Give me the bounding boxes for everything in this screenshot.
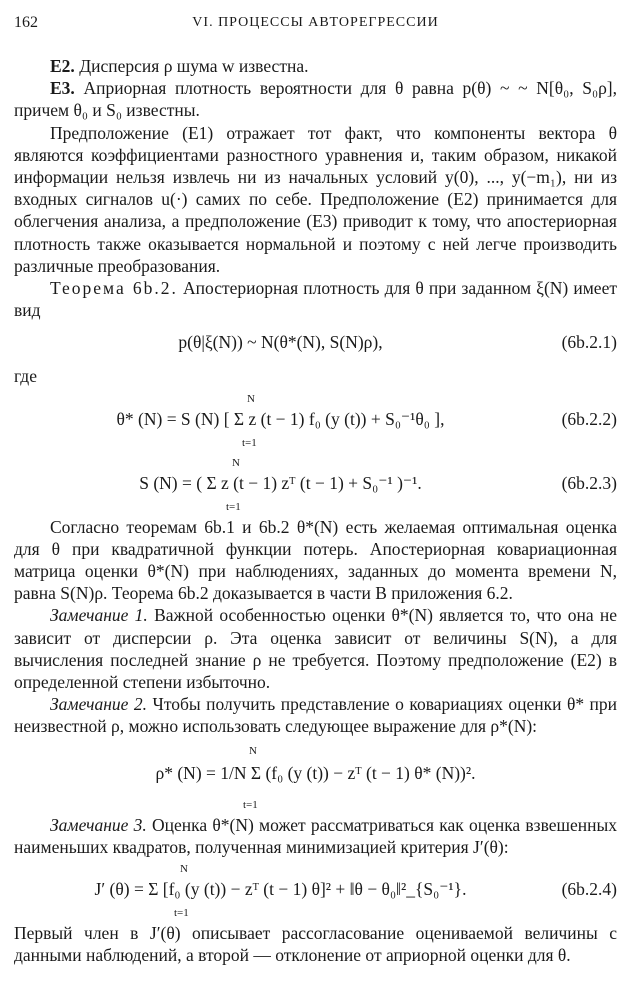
page-number: 162: [14, 14, 38, 31]
eq4-sum-upper-limit: N: [249, 744, 257, 757]
eq3-sum-upper-limit: N: [232, 456, 240, 469]
remark-1: Замечание 1. Важной особенностью оценки θ*(N) является то, что она не зависит от дисперсии ρ. Эта оценка зависит от величины S(N), а для вычисления последней знание ρ не требуется. Поэтому предположение (E2) в определенной степени избыточно.: [14, 605, 618, 693]
equation-6b23: S (N) = ( Σ z (t − 1) zᵀ (t − 1) + S₀⁻¹ )⁻¹. (6b.2.3) N t=1: [14, 452, 617, 516]
equation-6b22: θ* (N) = S (N) [ Σ z (t − 1) f₀ (y (t)) + S₀⁻¹θ₀ ], (6b.2.2) N t=1: [14, 388, 617, 452]
eq5-sum-lower-limit: t=1: [174, 907, 189, 920]
running-title: VI. ПРОЦЕССЫ АВТОРЕГРЕССИИ: [192, 15, 439, 30]
equation-6b21: p(θ|ξ(N)) ~ N(θ*(N), S(N)ρ), (6b.2.1): [178, 332, 617, 353]
eq4-sum-lower-limit: t=1: [243, 798, 258, 811]
eq2-sum-lower-limit: t=1: [242, 436, 257, 449]
eq5-sum-upper-limit: N: [180, 863, 188, 876]
eq2-sum-upper-limit: N: [247, 392, 255, 405]
where-word: где: [14, 366, 37, 387]
paragraph-criterion-terms: Первый член в J′(θ) описывает рассогласование оцениваемой величины с данными наблюдений, а второй — отклонение от априорной оценки для θ.: [14, 923, 617, 966]
theorem-6b2: Теорема 6b.2. Апостериорная плотность для θ при заданном ξ(N) имеет вид: [14, 278, 617, 321]
eq3-sum-lower-limit: t=1: [226, 500, 241, 513]
equation-rho-star: ρ* (N) = 1/N Σ (f₀ (y (t)) − zᵀ (t − 1) θ* (N))². N t=1: [14, 738, 617, 814]
paragraph-assumptions: Предположение (E1) отражает тот факт, что компоненты вектора θ являются коэффициентами разностного уравнения и, таким образом, никакой информации нельзя извлечь ни из начальных условий y(0), ..., y(−m₁), ни из входных сигналов u(·) самих по себе. Предположение (E2) принимается для облегчения анализа, а предположение (E3) приводит к тому, что апостериорная плотность также оказывается нормальной и поэтому с ней легче производить различные преобразования.: [14, 122, 617, 276]
equation-6b24: J′ (θ) = Σ [f₀ (y (t)) − zᵀ (t − 1) θ]² + ‖θ − θ₀‖²_{S₀⁻¹}. (6b.2.4) N t=1: [14, 858, 617, 922]
assumption-e2: E2. Дисперсия ρ шума w известна.: [50, 56, 309, 76]
page-header: [14, 14, 617, 36]
remark-2: Замечание 2. Чтобы получить представление о ковариациях оценки θ* при неизвестной ρ, можно использовать следующее выражение для ρ*(N):: [14, 694, 618, 737]
remark-3: Замечание 3. Оценка θ*(N) может рассматриваться как оценка взвешенных наименьших квадратов, полученная минимизацией критерия J′(θ):: [14, 814, 617, 857]
paragraph-optimal-estimate: Согласно теоремам 6b.1 и 6b.2 θ*(N) есть желаемая оптимальная оценка для θ при квадратичной функции потерь. Апостериорная ковариационная матрица оценки θ*(N) при наблюдениях, заданных до момента времени N, равна S(N)ρ. Теорема 6b.2 доказывается в части В приложения 6.2.: [14, 516, 617, 604]
assumption-e3: E3. Априорная плотность вероятности для θ равна p(θ) ~ ~ N[θ₀, S₀ρ], причем θ₀ и S₀ известны.: [14, 78, 618, 121]
page-body: [14, 55, 617, 966]
